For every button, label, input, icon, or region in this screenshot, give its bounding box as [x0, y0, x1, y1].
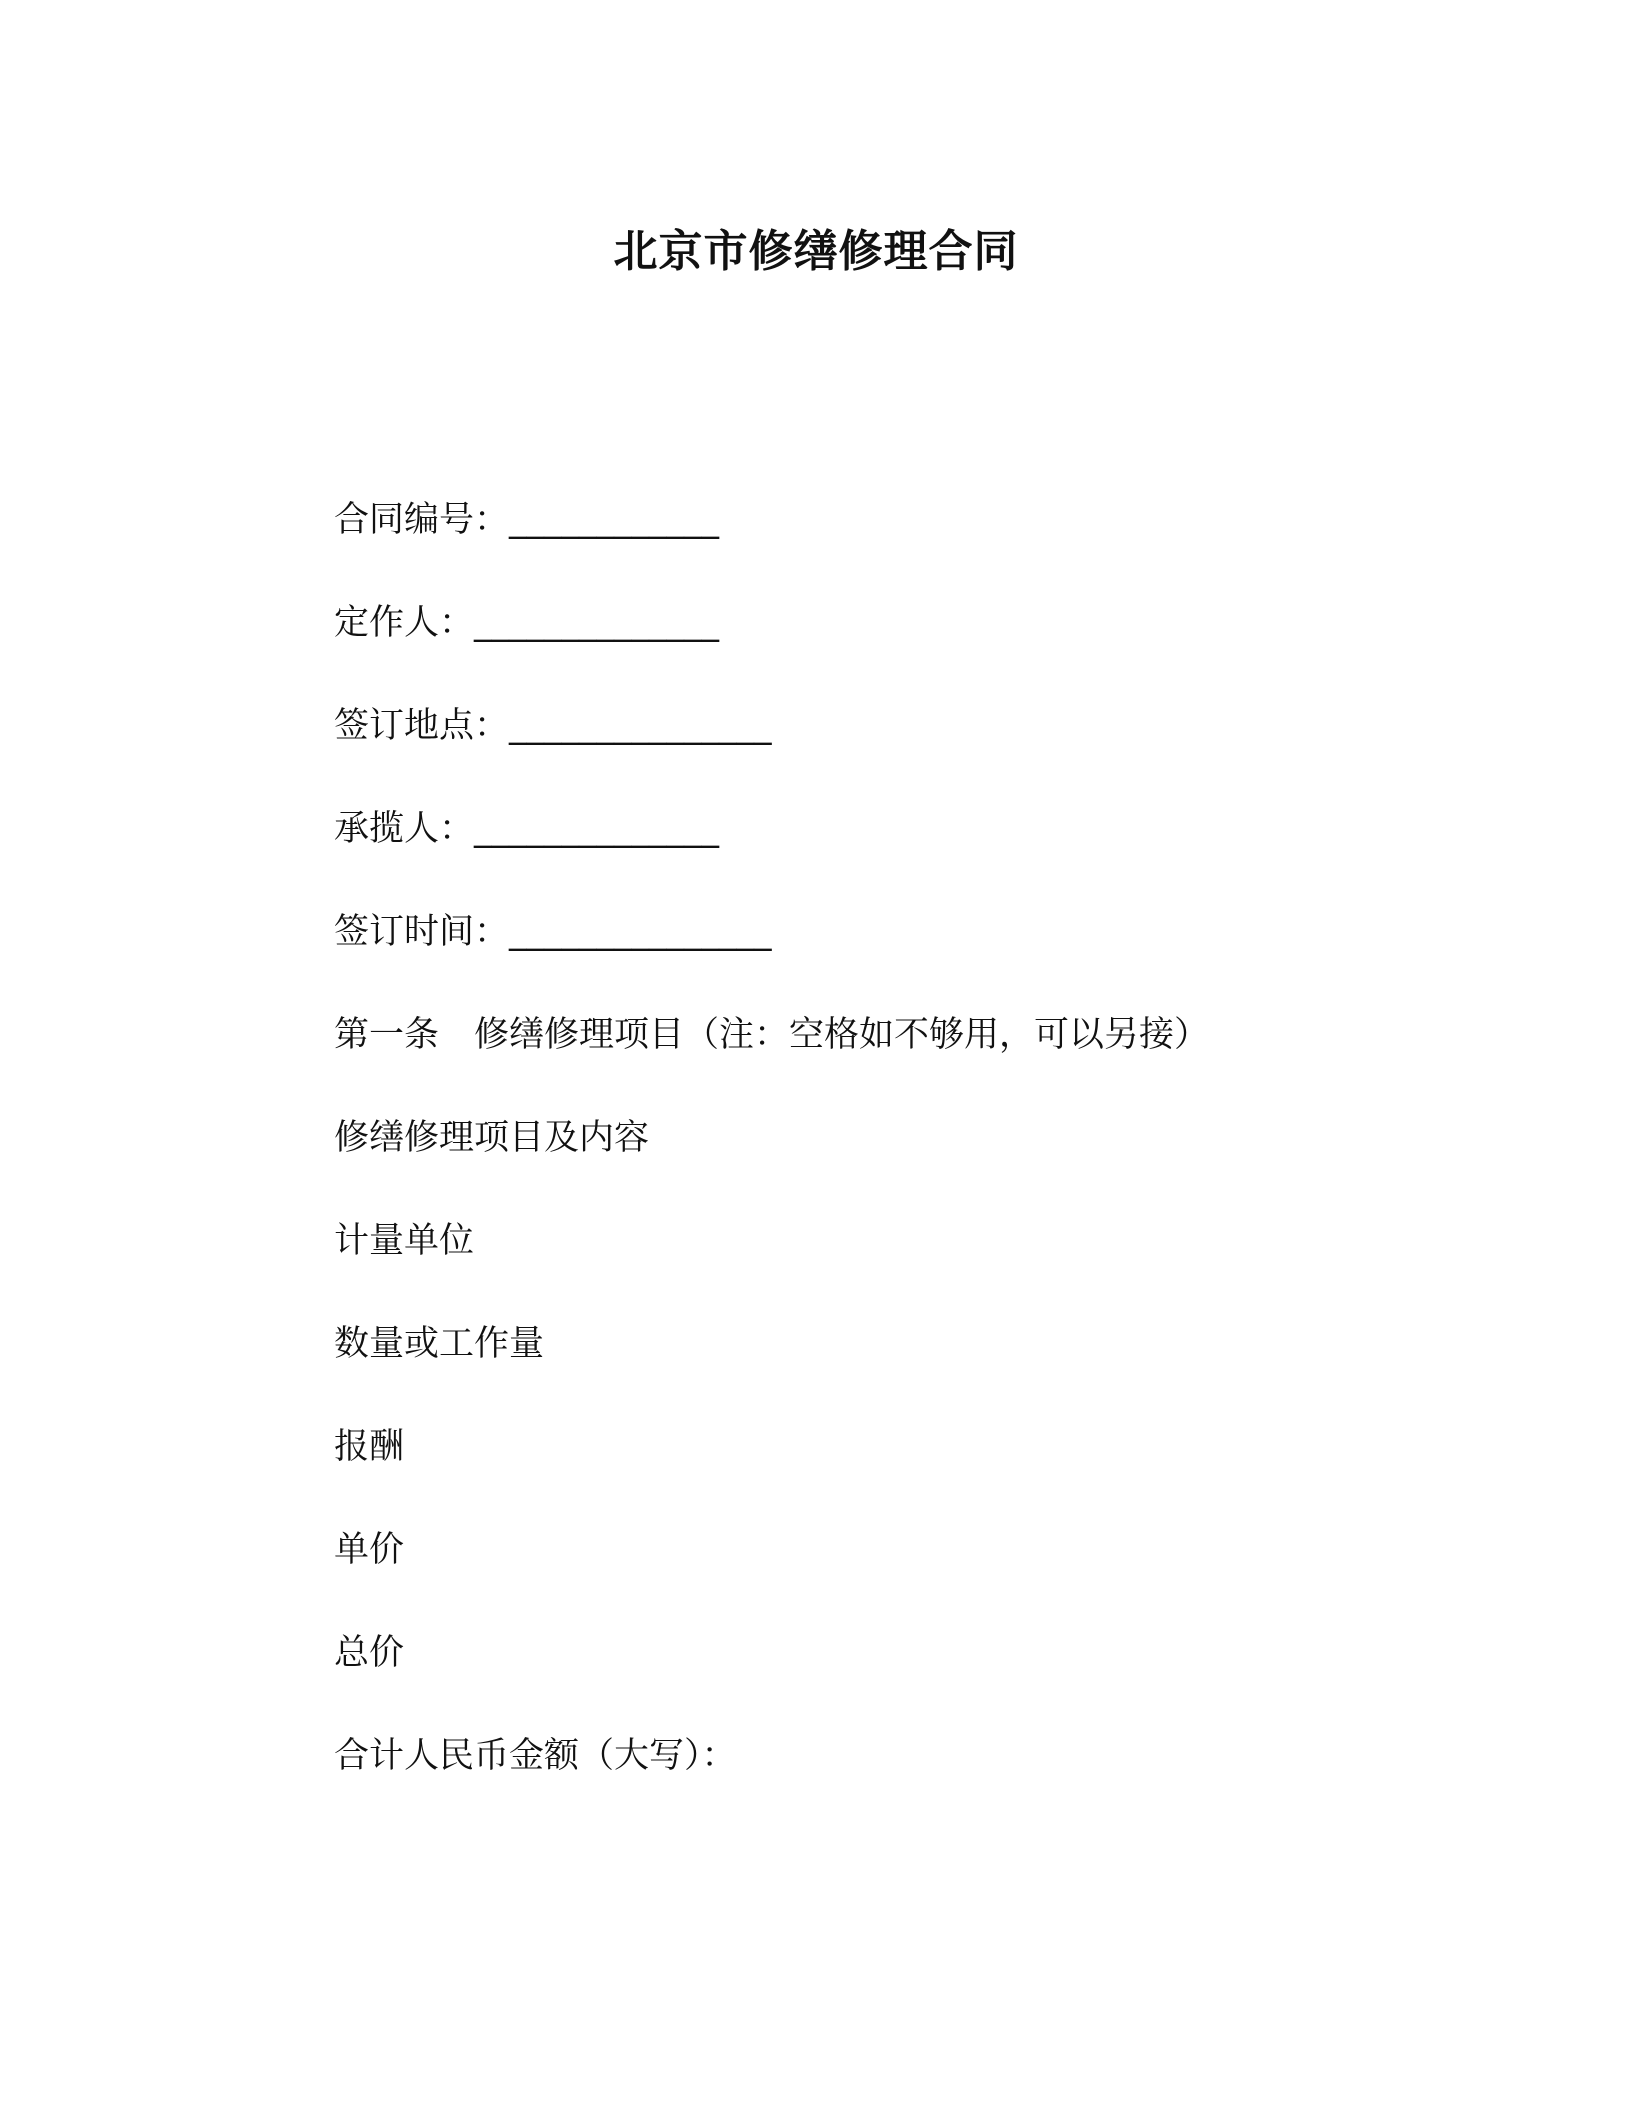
field-label: 合同编号：: [334, 500, 510, 540]
item-quantity: 数量或工作量: [334, 1324, 545, 1364]
field-contractor: [334, 805, 719, 853]
field-blank: _______________: [509, 706, 772, 746]
article-one-heading: 第一条 修缮修理项目（注：空格如不够用，可以另接）: [334, 1015, 1210, 1055]
field-signing-time: [334, 908, 772, 956]
field-label: 承揽人：: [334, 809, 475, 849]
field-ordering-party: [334, 599, 719, 647]
document-title: 北京市修缮修理合同: [613, 226, 1019, 277]
field-blank: ____________: [509, 500, 720, 540]
item-total-rmb-amount: 合计人民币金额（大写）：: [334, 1736, 737, 1776]
field-blank: _______________: [509, 912, 772, 952]
field-signing-place: [334, 702, 772, 750]
item-repair-content: 修缮修理项目及内容: [334, 1118, 650, 1158]
field-label: 定作人：: [334, 603, 475, 643]
field-label: 签订时间：: [334, 912, 510, 952]
item-unit-price: 单价: [334, 1530, 405, 1570]
item-remuneration: 报酬: [334, 1427, 405, 1467]
item-total-price: 总价: [334, 1633, 405, 1673]
field-blank: ______________: [474, 603, 720, 643]
field-label: 签订地点：: [334, 706, 510, 746]
item-unit-of-measure: 计量单位: [334, 1221, 475, 1261]
field-blank: ______________: [474, 809, 720, 849]
field-contract-number: [334, 496, 719, 544]
